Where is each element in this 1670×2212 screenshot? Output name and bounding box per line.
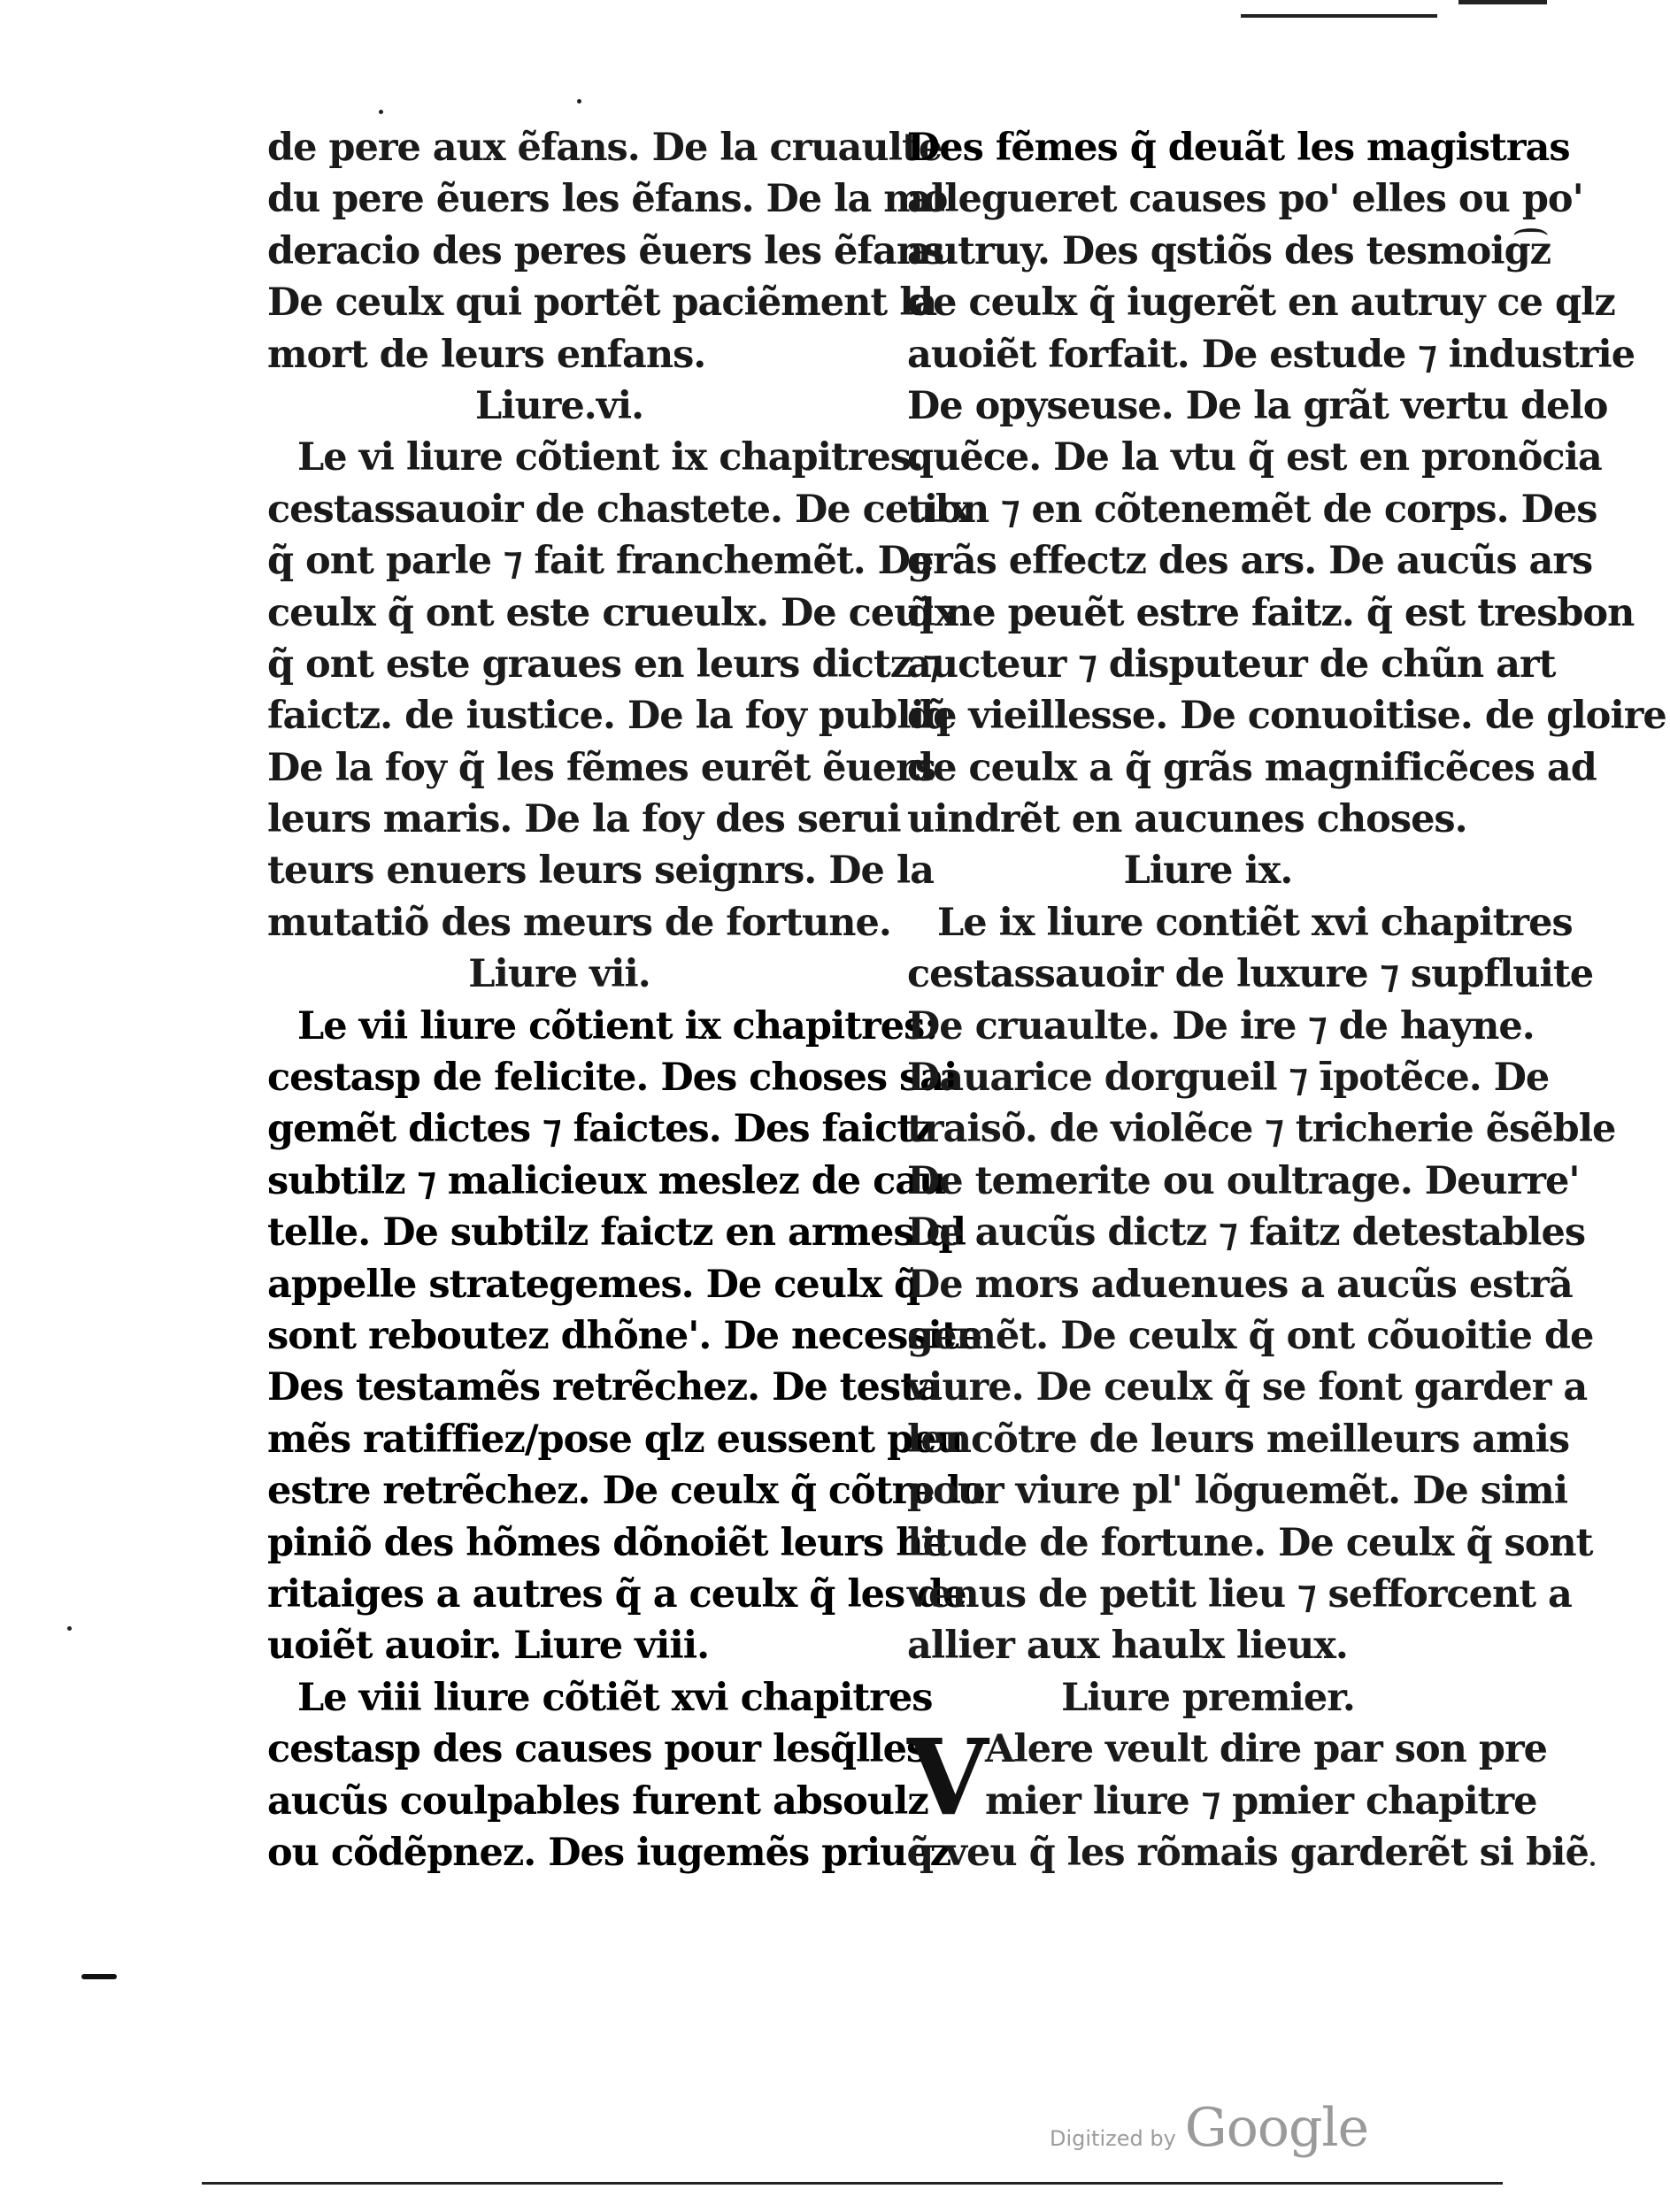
section-heading: Liure vii. [468,952,650,997]
text-line: du pere ẽuers les ẽfans. De la mo [267,177,948,222]
text-line: venus de petit lieu ⁊ sefforcent a [907,1571,1572,1617]
text-line: Le ix liure contiẽt xvi chapitres [937,900,1573,945]
text-line: cestassauoir de luxure ⁊ supfluite [907,952,1594,997]
right-text-column [907,122,1666,1878]
text-line: de pere aux ẽfans. De la cruaulte [267,126,943,170]
text-line: cestasp des causes pour lesq̃lles [267,1727,927,1772]
text-line: faictz. de iustice. De la foy publiq̃ [267,694,950,739]
text-line: de vieillesse. De conuoitise. de gloire [907,694,1666,739]
left-text-column [267,122,985,1878]
text-line: q̃ ont parle ⁊ fait franchemẽt. De [267,539,934,584]
text-line: de ceulx a q̃ grãs magnificẽces ad [907,745,1597,790]
top-edge-rule [1241,14,1437,18]
text-line: quẽce. De la vtu q̃ est en pronõcia [907,435,1602,480]
text-line: Dauarice dorgueil ⁊ īpotẽce. De [907,1056,1550,1101]
text-line: teurs enuers leurs seignrs. De la [267,849,935,894]
digitized-by-google-watermark [1050,2097,1368,2159]
text-line: sont reboutez dhõne'. De necessite [267,1313,982,1358]
text-line: pour viure pl' lõguemẽt. De simi [907,1469,1568,1514]
text-line: De cruaulte. De ire ⁊ de hayne. [907,1003,1535,1048]
drop-cap-letter: V [907,1716,988,1839]
text-line: allier aux haulx lieux. [907,1624,1348,1669]
drop-cap-paragraph [907,1716,1547,1839]
text-line: Alere veult dire par son pre [985,1727,1547,1772]
text-line: De la foy q̃ les fẽmes eurẽt ẽuers [267,745,936,790]
text-line: telle. De subtilz faictz en armes ql [267,1210,966,1256]
margin-ink-mark [81,1974,117,1979]
text-line: gemẽt. De ceulx q̃ ont cõuoitie de [907,1313,1594,1358]
ink-speck [577,99,581,104]
text-line: gemẽt dictes ⁊ faictes. Des faictz [267,1107,935,1152]
section-heading: Liure.vi. [474,383,644,428]
top-edge-rule-right [1458,0,1547,4]
text-line: Le vi liure cõtient ix chapitres. [297,435,923,480]
text-line: De mors aduenues a aucũs estrã [907,1262,1573,1307]
text-line: mier liure ⁊ pmier chapitre [985,1778,1537,1824]
text-line: de ceulx q̃ iugerẽt en autruy ce qlz [907,280,1615,326]
text-line: q̃ ont este graues en leurs dictz ⁊ [267,641,942,687]
text-line: subtilz ⁊ malicieux meslez de cau [267,1158,946,1203]
text-line: aucũs coulpables furent absoulz [267,1778,928,1824]
text-line: cestassauoir de chastete. De ceulx [267,487,971,532]
text-line: leurs maris. De la foy des serui [267,797,901,842]
text-line: q̃ veu q̃ les rõmais garderẽt si biẽ [907,1830,1589,1875]
text-line: ou cõdẽpnez. Des iugemẽs priuez [267,1830,951,1875]
text-line: allegueret causes po' elles ou po' [907,177,1583,222]
text-line: De ceulx qui portẽt paciẽment la [267,280,937,326]
section-heading: Liure ix. [1123,849,1293,894]
text-line: mẽs ratiffiez/pose qlz eussent peu [267,1417,963,1462]
text-line: Des fẽmes q̃ deuãt les magistras [907,126,1570,170]
text-line: piniõ des hõmes dõnoiẽt leurs he [267,1520,946,1565]
text-line: deracio des peres ẽuers les ẽfans [267,228,944,273]
google-logo: Google [1184,2097,1369,2159]
section-heading: Liure premier. [1061,1675,1355,1720]
text-line: ritaiges a autres q̃ a ceulx q̃ les de [267,1571,966,1617]
text-line: appelle strategemes. De ceulx q̃ [267,1262,920,1307]
text-line: uindrẽt en aucunes choses. [907,797,1467,842]
text-line: ceulx q̃ ont este crueulx. De ceulx [267,590,957,635]
text-line: viure. De ceulx q̃ se font garder a [907,1365,1588,1410]
text-line: cestasp de felicite. Des choses sai [267,1056,958,1101]
text-line: q̃ ne peuẽt estre faitz. q̃ est tresbon [907,590,1635,635]
text-line: Le viii liure cõtiẽt xvi chapitres [297,1675,933,1720]
text-line: De temerite ou oultrage. Deurre' [907,1158,1580,1203]
text-line: lencõtre de leurs meilleurs amis [907,1417,1570,1462]
bottom-edge-rule [202,2182,1503,2185]
ink-speck [379,110,383,114]
ink-speck [67,1626,72,1631]
text-line: mort de leurs enfans. [267,332,706,377]
text-line: litude de fortune. De ceulx q̃ sont [907,1520,1593,1565]
ink-speck [1590,1862,1595,1866]
text-line: De aucũs dictz ⁊ faitz detestables [907,1210,1586,1256]
text-line: auoiẽt forfait. De estude ⁊ industrie [907,332,1635,377]
text-line: mutatiõ des meurs de fortune. [267,900,891,945]
text-line: autruy. Des qstiõs des tesmoig͡z [907,228,1551,273]
text-line: tion ⁊ en cõtenemẽt de corps. Des [907,487,1597,532]
text-line: Le vii liure cõtient ix chapitres: [297,1003,938,1048]
text-line: traisõ. de violẽce ⁊ tricherie ẽsẽble [907,1107,1616,1152]
text-line: aucteur ⁊ disputeur de chũn art [907,641,1556,687]
watermark-prefix: Digitized by [1050,2126,1176,2151]
text-line: grãs effectz des ars. De aucũs ars [907,539,1593,584]
text-line: estre retrẽchez. De ceulx q̃ cõtre lo [267,1469,985,1514]
text-line: uoiẽt auoir. Liure viii. [267,1624,710,1669]
text-line: Des testamẽs retrẽchez. De testa [267,1365,941,1410]
text-line: De opyseuse. De la grãt vertu delo [907,383,1608,428]
